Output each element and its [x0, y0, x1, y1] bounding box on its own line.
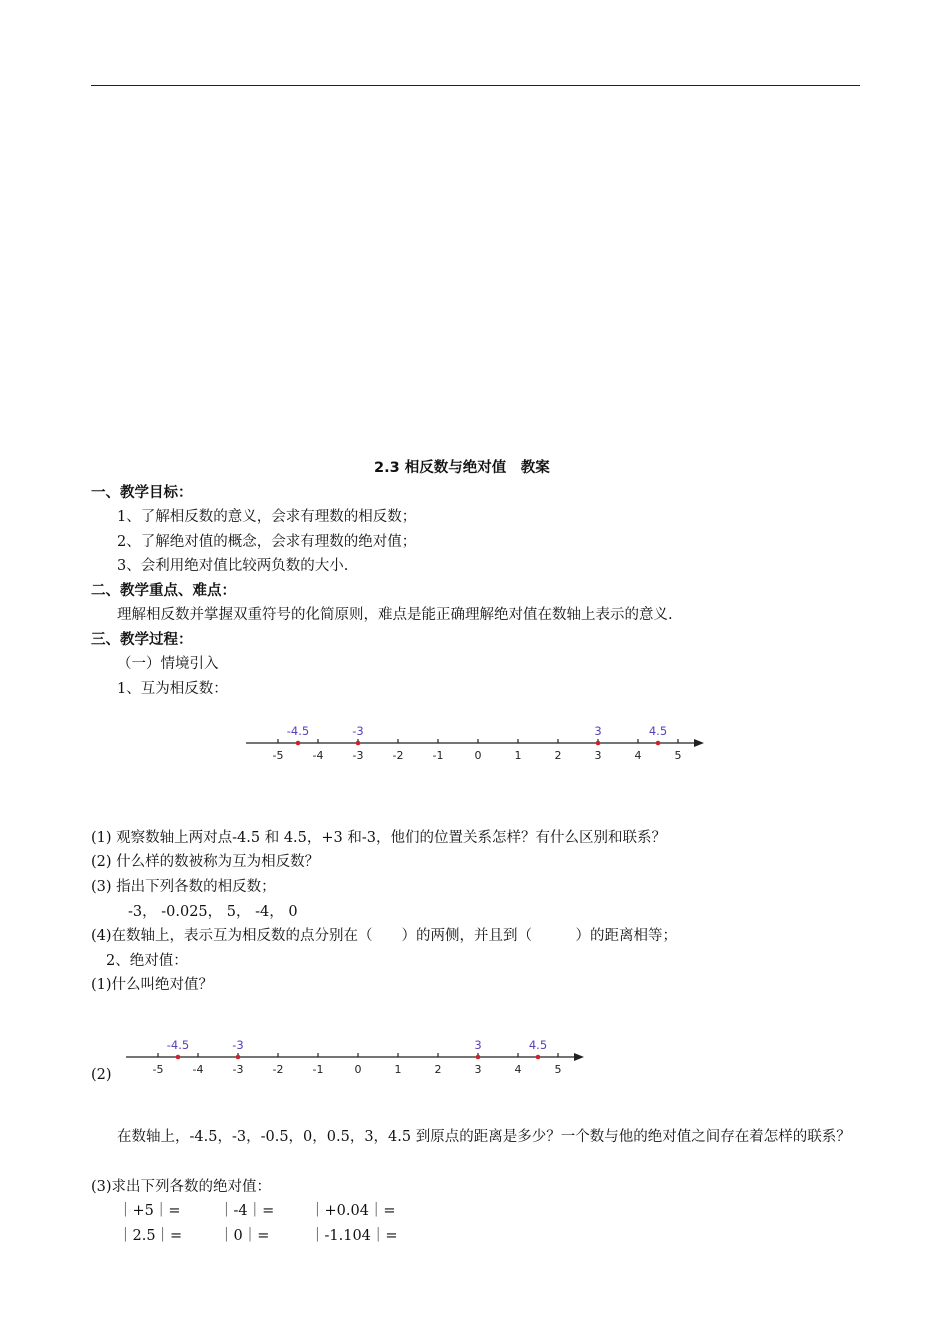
subsection-heading: （一）情境引入	[117, 656, 219, 672]
nl1-tick-label: -2	[392, 749, 404, 762]
nl1-point-label: -4.5	[286, 724, 310, 738]
abs-question-2-label: (2)	[91, 1067, 112, 1083]
nl1-tick-label: 1	[514, 749, 522, 762]
abs-expression: ｜+0.04｜=	[310, 1203, 396, 1219]
abs-expression: ｜2.5｜=	[118, 1228, 183, 1244]
section-1-heading: 一、教学目标：	[91, 485, 193, 501]
nl2-tick-label: -5	[152, 1063, 164, 1076]
section-2-heading: 二、教学重点、难点：	[91, 583, 236, 599]
nl2-tick-label: 5	[554, 1063, 562, 1076]
nl2-tick-label: -1	[312, 1063, 324, 1076]
nl2-tick-label: -3	[232, 1063, 244, 1076]
question-3: (3) 指出下列各数的相反数；	[91, 879, 276, 895]
nl1-point-label: -3	[352, 724, 364, 738]
abs-expression: ｜-1.104｜=	[310, 1228, 398, 1244]
question-4: (4)在数轴上，表示互为相反数的点分别在（ ）的两侧，并且到（ ）的距离相等；	[91, 928, 678, 944]
nl1-point-label: 3	[594, 724, 602, 738]
nl1-tick-label: 4	[634, 749, 642, 762]
page-title: 2.3 相反数与绝对值 教案	[374, 460, 550, 476]
nl2-point	[176, 1055, 181, 1060]
nl1-arrow	[694, 739, 704, 747]
nl2-arrow	[574, 1053, 584, 1061]
question-1: (1) 观察数轴上两对点-4.5 和 4.5，+3 和-3，他们的位置关系怎样？有什么区别和联系？	[91, 830, 666, 846]
nl1-tick-label: -3	[352, 749, 364, 762]
number-line-2	[120, 1032, 590, 1082]
question-2: (2) 什么样的数被称为互为相反数？	[91, 854, 320, 870]
nl2-point-label: -4.5	[166, 1038, 190, 1052]
section-2-text: 理解相反数并掌握双重符号的化简原则，难点是能正确理解绝对值在数轴上表示的意义.	[117, 607, 673, 623]
nl1-tick-label: 5	[674, 749, 682, 762]
nl1-point	[656, 741, 661, 746]
objective-item: 2、了解绝对值的概念，会求有理数的绝对值；	[117, 534, 417, 550]
objective-item: 3、会利用绝对值比较两负数的大小.	[117, 558, 349, 574]
abs-question-2-text: 在数轴上，-4.5，-3，-0.5，0，0.5，3，4.5 到原点的距离是多少？一个数与他的绝对值之间存在着怎样的联系？	[117, 1129, 851, 1145]
nl2-point	[476, 1055, 481, 1060]
nl1-point	[596, 741, 601, 746]
nl2-tick-label: -2	[272, 1063, 284, 1076]
nl1-tick-label: -1	[432, 749, 444, 762]
nl2-tick-label: 1	[394, 1063, 402, 1076]
nl2-point-label: -3	[232, 1038, 244, 1052]
nl2-tick-label: -4	[192, 1063, 204, 1076]
abs-expression: ｜0｜=	[219, 1228, 270, 1244]
nl1-tick-label: -4	[312, 749, 324, 762]
nl2-point	[536, 1055, 541, 1060]
nl1-point	[356, 741, 361, 746]
header-rule	[91, 85, 860, 86]
nl2-tick-label: 3	[474, 1063, 482, 1076]
number-line-1	[240, 718, 710, 768]
abs-question-3: (3)求出下列各数的绝对值：	[91, 1179, 272, 1195]
paragraph-absolute-value: 2、绝对值：	[106, 953, 188, 969]
nl2-tick-label: 4	[514, 1063, 522, 1076]
question-3-numbers: -3， -0.025， 5， -4， 0	[128, 904, 298, 920]
nl2-tick-label: 0	[354, 1063, 362, 1076]
abs-expression: ｜+5｜=	[118, 1203, 181, 1219]
nl2-point	[236, 1055, 241, 1060]
objective-item: 1、了解相反数的意义，会求有理数的相反数；	[117, 509, 417, 525]
section-3-heading: 三、教学过程：	[91, 632, 193, 648]
nl2-tick-label: 2	[434, 1063, 442, 1076]
nl1-point-label: 4.5	[648, 724, 668, 738]
nl1-tick-label: 3	[594, 749, 602, 762]
nl1-tick-label: 2	[554, 749, 562, 762]
nl2-point-label: 3	[474, 1038, 482, 1052]
nl1-tick-label: 0	[474, 749, 482, 762]
nl1-tick-label: -5	[272, 749, 284, 762]
abs-expression: ｜-4｜=	[219, 1203, 275, 1219]
paragraph-opposite-numbers: 1、互为相反数：	[117, 681, 228, 697]
nl2-point-label: 4.5	[528, 1038, 548, 1052]
abs-question-1: (1)什么叫绝对值？	[91, 977, 214, 993]
nl1-point	[296, 741, 301, 746]
